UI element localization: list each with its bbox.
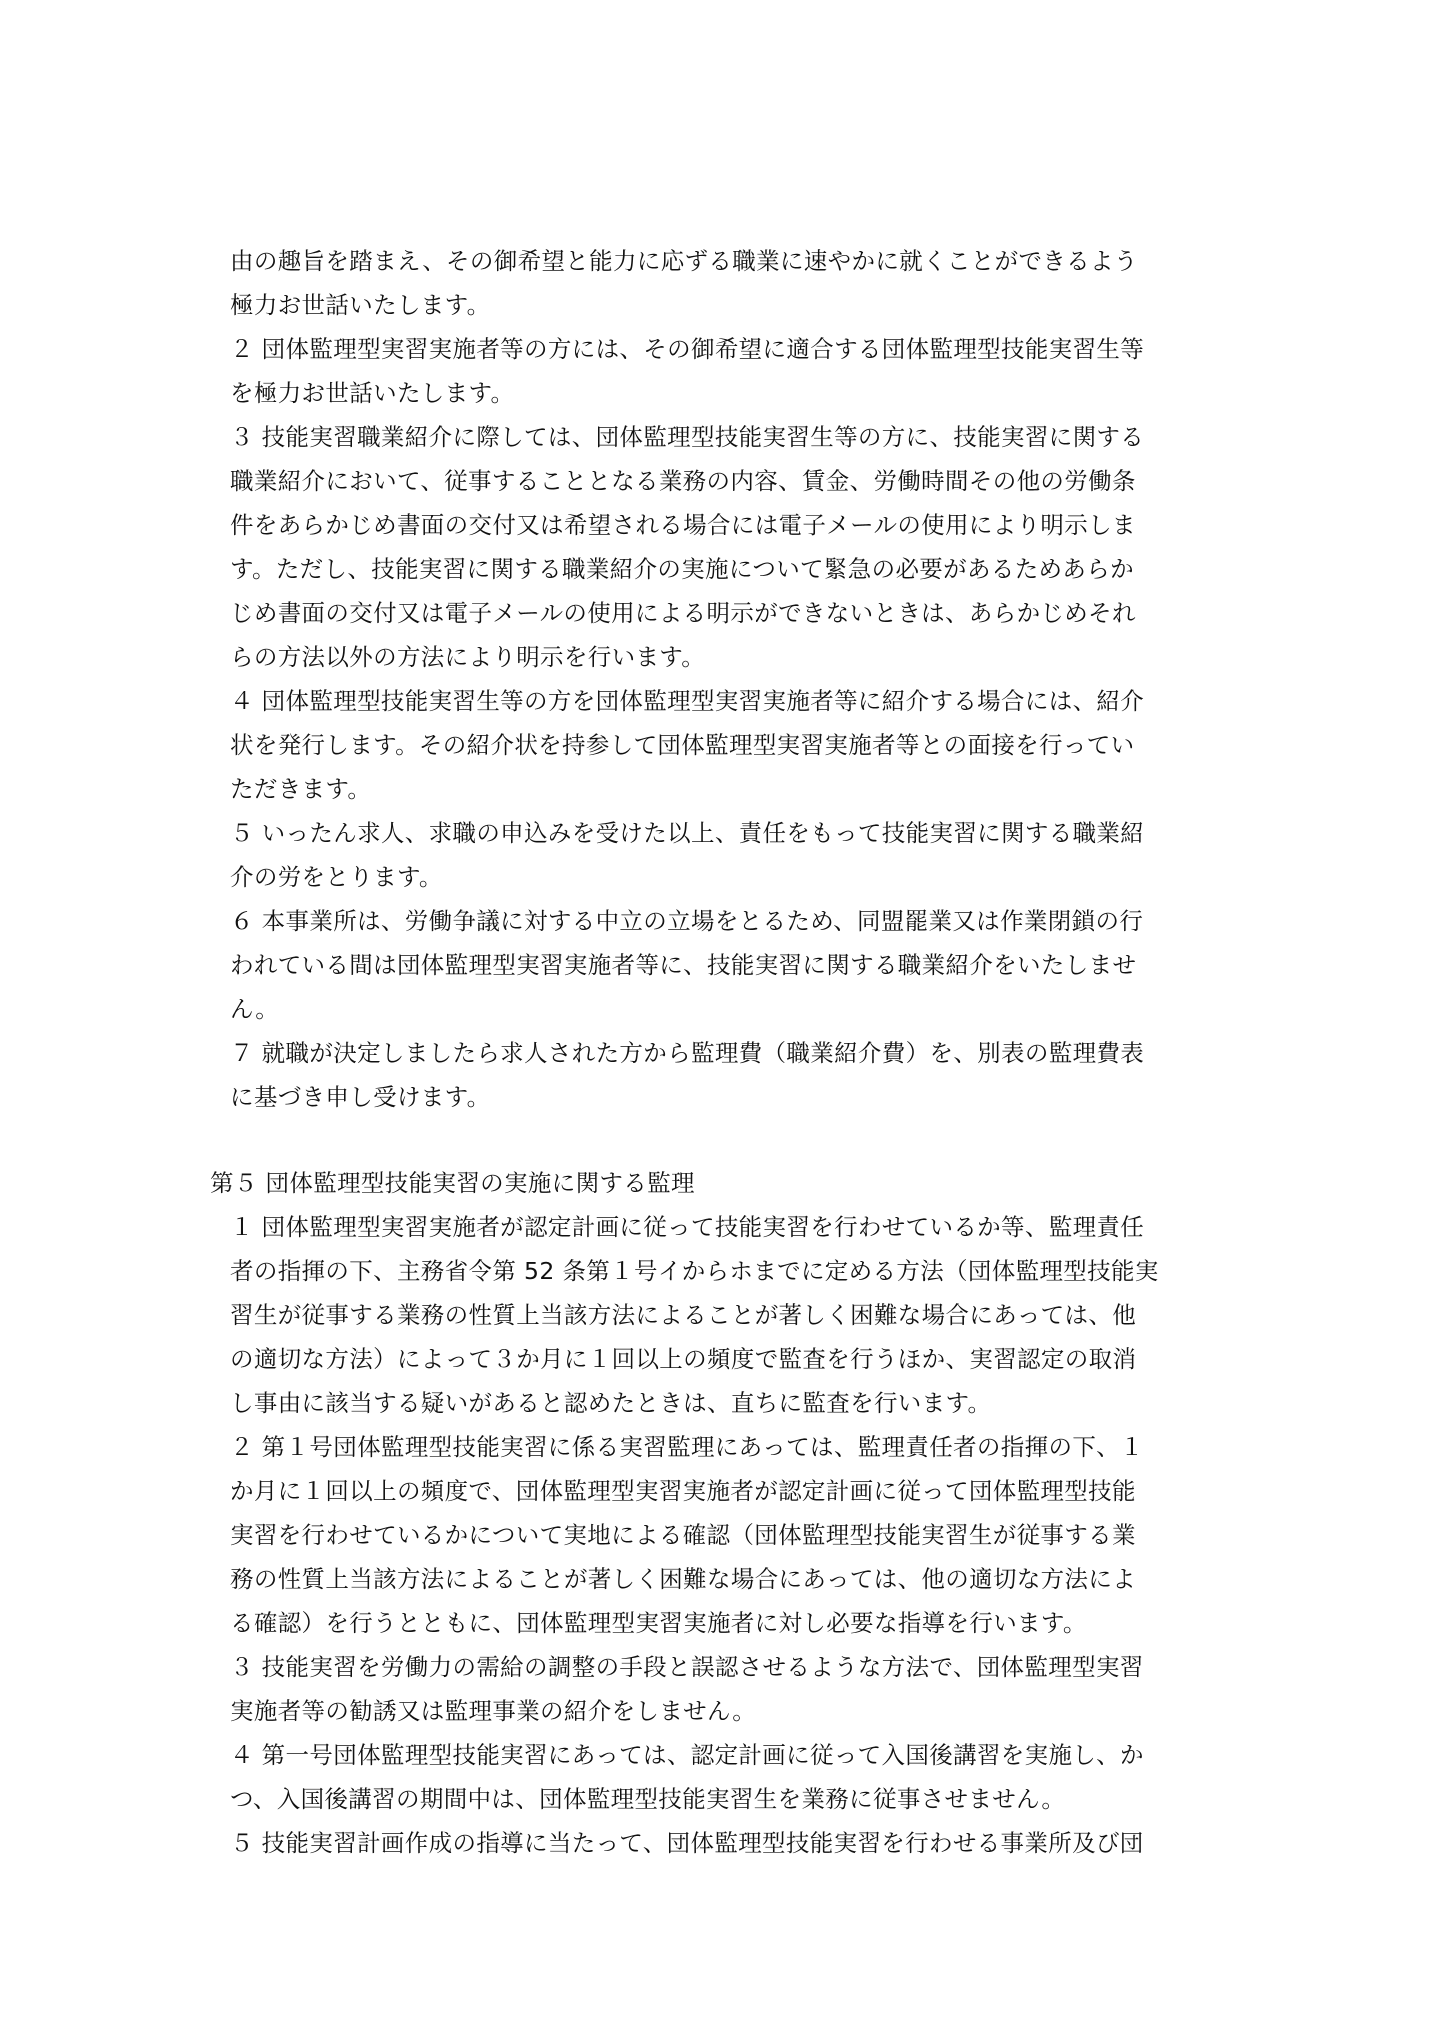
- text-line: る確認）を行うとともに、団体監理型実習実施者に対し必要な指導を行います。: [230, 1609, 1087, 1637]
- text-line: 者の指揮の下、主務省令第 52 条第１号イからホまでに定める方法（団体監理型技能実: [230, 1257, 1159, 1285]
- text-line: を極力お世話いたします。: [230, 379, 515, 407]
- text-line: つ、入国後講習の期間中は、団体監理型技能実習生を業務に従事させません。: [230, 1785, 1066, 1813]
- text-line: 件をあらかじめ書面の交付又は希望される場合には電子メールの使用により明示しま: [230, 511, 1136, 539]
- text-line: ３ 技能実習を労働力の需給の調整の手段と誤認させるような方法で、団体監理型実習: [230, 1653, 1144, 1681]
- text-line: ２ 第１号団体監理型技能実習に係る実習監理にあっては、監理責任者の指揮の下、１: [230, 1433, 1144, 1461]
- text-line: か月に１回以上の頻度で、団体監理型実習実施者が認定計画に従って団体監理型技能: [230, 1477, 1136, 1505]
- text-line: 務の性質上当該方法によることが著しく困難な場合にあっては、他の適切な方法によ: [230, 1565, 1137, 1593]
- section-4-continued: [230, 239, 1230, 1119]
- text-line: 職業紹介において、従事することとなる業務の内容、賃金、労働時間その他の労働条: [230, 467, 1136, 495]
- text-line: ６ 本事業所は、労働争議に対する中立の立場をとるため、同盟罷業又は作業閉鎖の行: [230, 907, 1144, 935]
- text-line: 実施者等の勧誘又は監理事業の紹介をしません。: [230, 1697, 757, 1725]
- text-line: ただきます。: [230, 775, 372, 803]
- text-line: ４ 団体監理型技能実習生等の方を団体監理型実習実施者等に紹介する場合には、紹介: [230, 687, 1145, 715]
- text-line: ん。: [230, 995, 280, 1023]
- text-line: らの方法以外の方法により明示を行います。: [230, 643, 706, 671]
- text-line: に基づき申し受けます。: [230, 1083, 491, 1111]
- text-line: １ 団体監理型実習実施者が認定計画に従って技能実習を行わせているか等、監理責任: [230, 1213, 1145, 1241]
- text-line: 実習を行わせているかについて実地による確認（団体監理型技能実習生が従事する業: [230, 1521, 1136, 1549]
- section-heading: 第５ 団体監理型技能実習の実施に関する監理: [210, 1169, 695, 1197]
- text-line: 状を発行します。その紹介状を持参して団体監理型実習実施者等との面接を行ってい: [230, 731, 1135, 759]
- text-line: ４ 第一号団体監理型技能実習にあっては、認定計画に従って入国後講習を実施し、か: [230, 1741, 1144, 1769]
- text-line: 習生が従事する業務の性質上当該方法によることが著しく困難な場合にあっては、他: [230, 1301, 1137, 1329]
- text-line: ２ 団体監理型実習実施者等の方には、その御希望に適合する団体監理型技能実習生等: [230, 335, 1145, 363]
- text-line: し事由に該当する疑いがあると認めたときは、直ちに監査を行います。: [230, 1389, 992, 1417]
- text-line: ３ 技能実習職業紹介に際しては、団体監理型技能実習生等の方に、技能実習に関する: [230, 423, 1145, 451]
- text-line: ７ 就職が決定しましたら求人された方から監理費（職業紹介費）を、別表の監理費表: [230, 1039, 1145, 1067]
- text-line: われている間は団体監理型実習実施者等に、技能実習に関する職業紹介をいたしませ: [230, 951, 1137, 979]
- section-5-body: [230, 1205, 1230, 1865]
- text-line: の適切な方法）によって３か月に１回以上の頻度で監査を行うほか、実習認定の取消: [230, 1345, 1137, 1373]
- text-line: 由の趣旨を踏まえ、その御希望と能力に応ずる職業に速やかに就くことができるよう: [230, 247, 1138, 275]
- text-line: ５ 技能実習計画作成の指導に当たって、団体監理型技能実習を行わせる事業所及び団: [230, 1829, 1144, 1857]
- text-line: じめ書面の交付又は電子メールの使用による明示ができないときは、あらかじめそれ: [230, 599, 1136, 627]
- text-line: ５ いったん求人、求職の申込みを受けた以上、責任をもって技能実習に関する職業紹: [230, 819, 1145, 847]
- text-line: す。ただし、技能実習に関する職業紹介の実施について緊急の必要があるためあらか: [230, 555, 1134, 583]
- section-5-heading: [210, 1161, 1230, 1205]
- text-line: 介の労をとります。: [230, 863, 443, 891]
- text-line: 極力お世話いたします。: [230, 291, 491, 319]
